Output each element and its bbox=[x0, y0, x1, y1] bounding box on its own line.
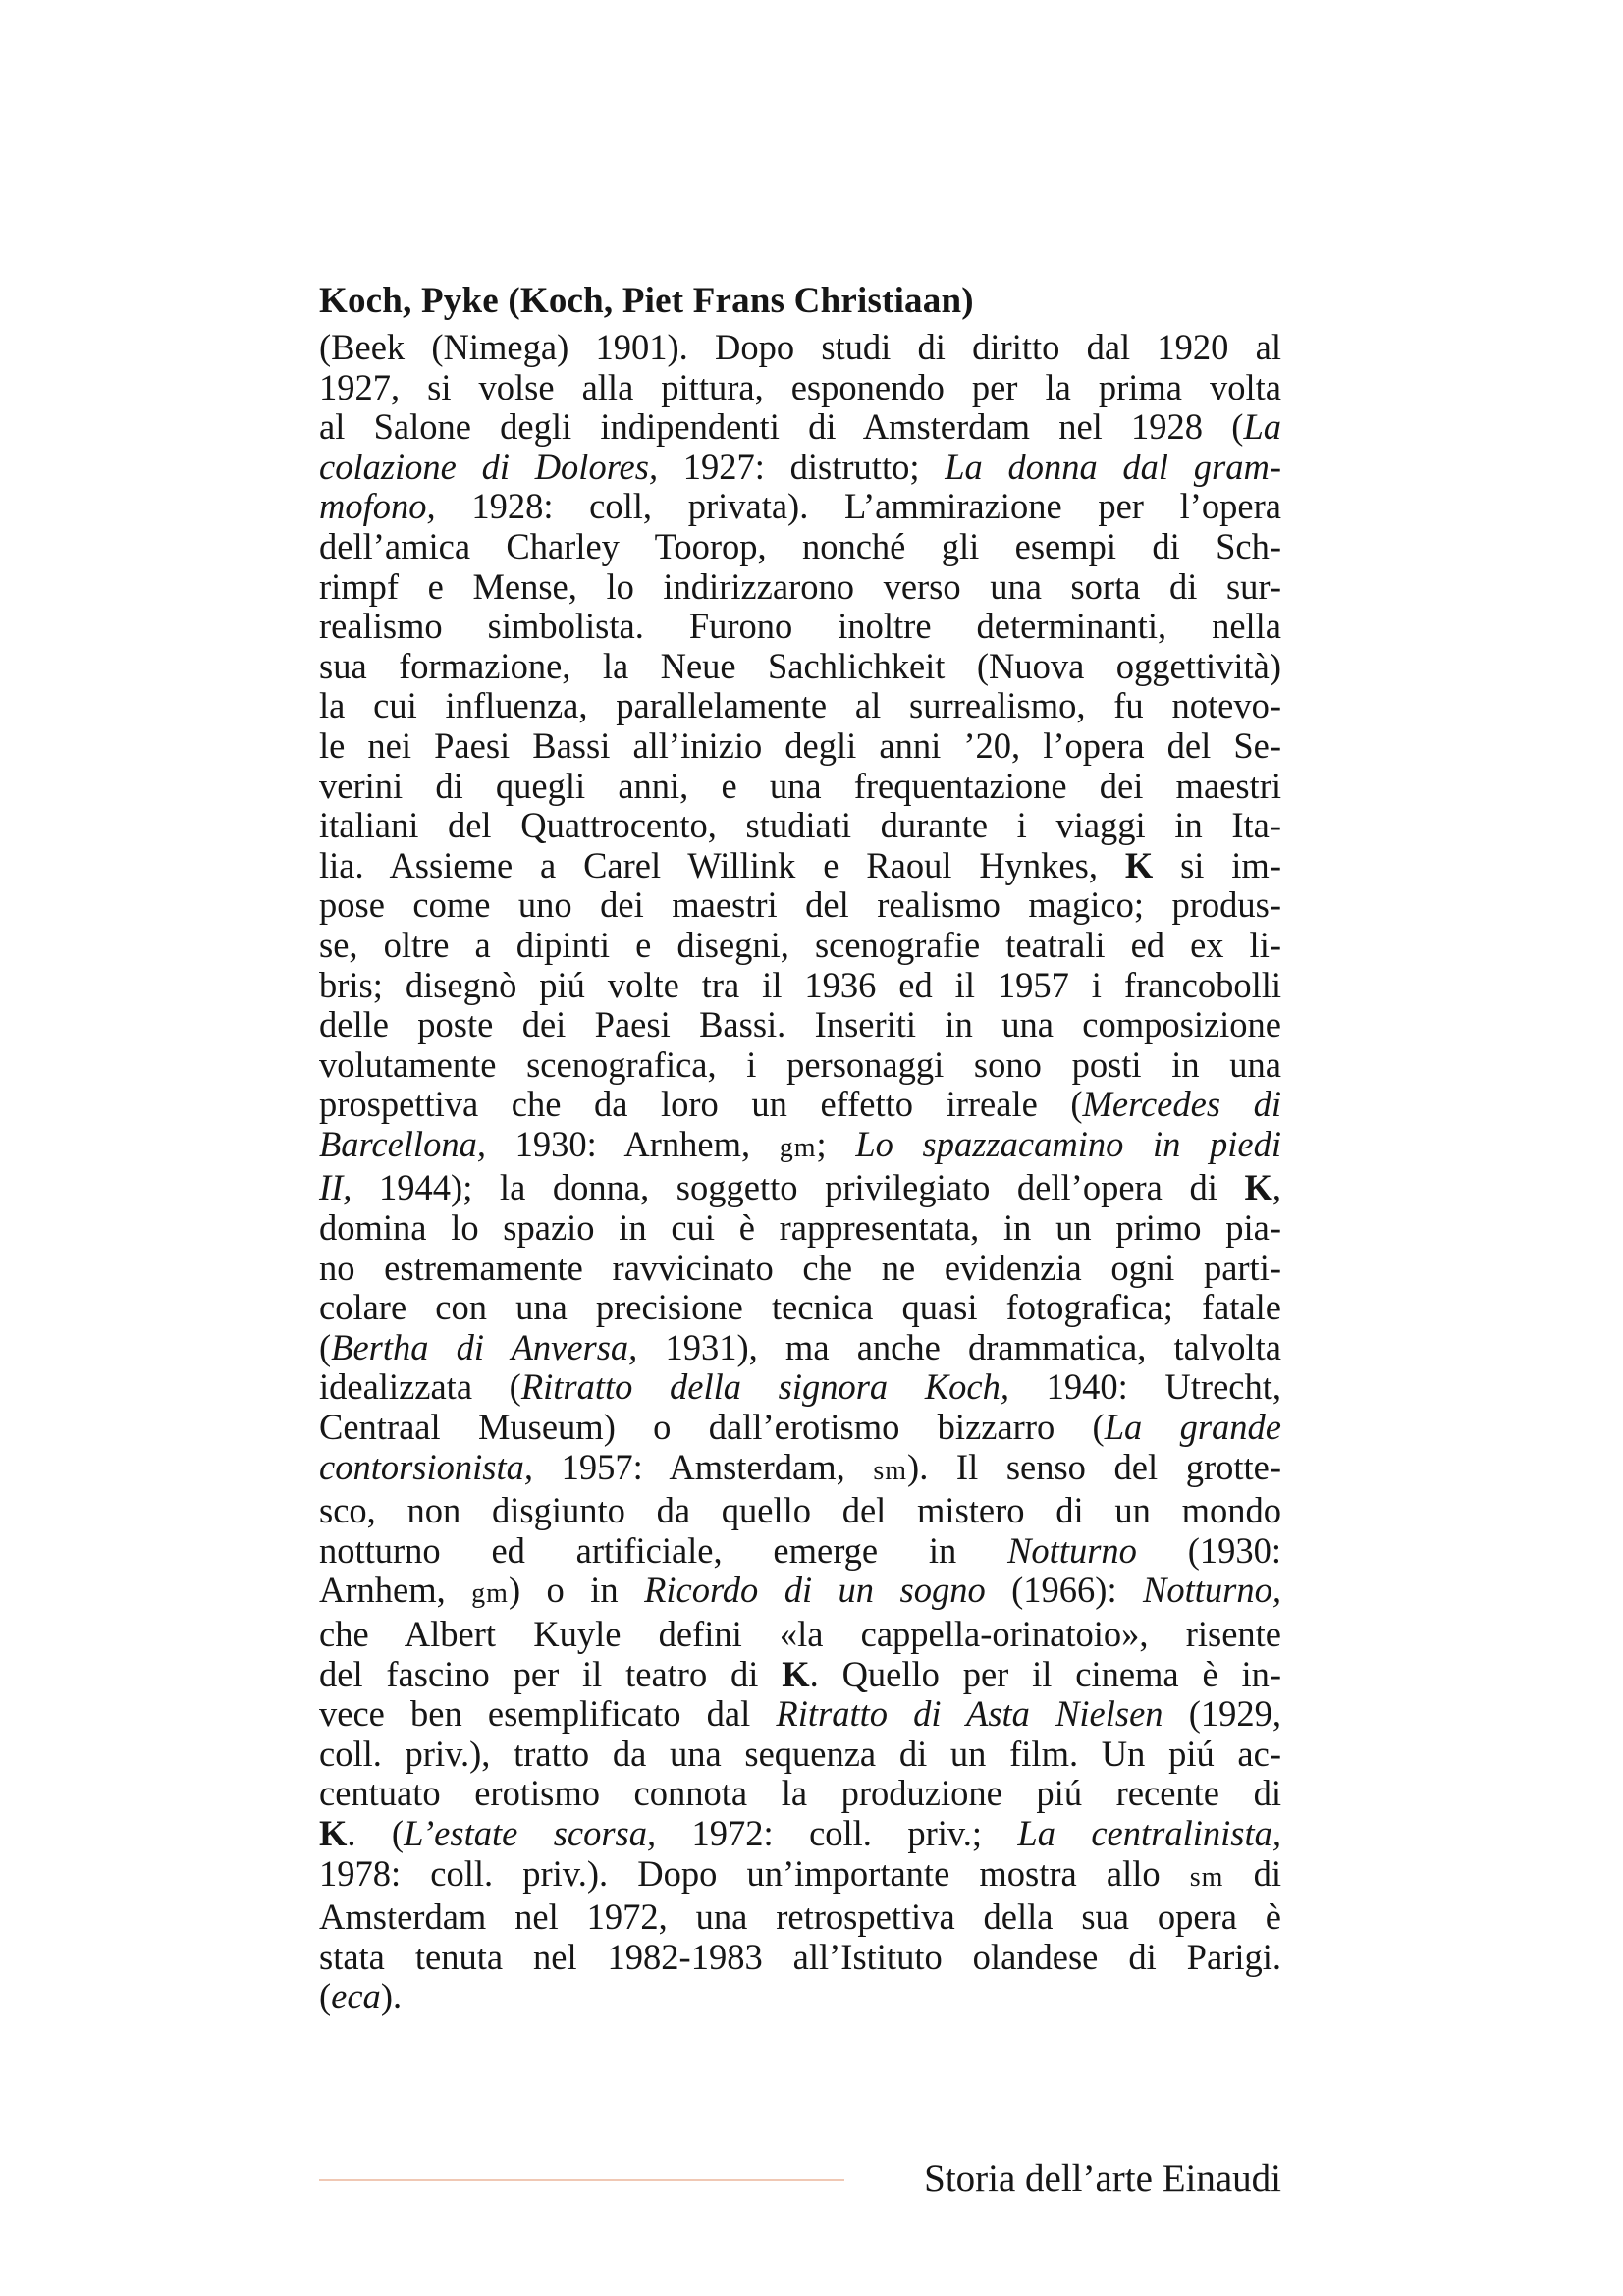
text-run: 1957: Amsterdam, bbox=[533, 1446, 874, 1487]
text-run: (1966): bbox=[985, 1570, 1144, 1611]
entry-title: Koch, Pyke (Koch, Piet Frans Christiaan) bbox=[319, 281, 974, 321]
text-run: si im- bbox=[1153, 844, 1281, 885]
text-run: 1927, si volse alla pittura, esponendo per la prima volta bbox=[319, 366, 1281, 407]
text-run: (1930: bbox=[1136, 1529, 1281, 1571]
body-line bbox=[319, 1367, 1281, 1408]
body-line bbox=[319, 1694, 1281, 1735]
body-line bbox=[319, 368, 1281, 408]
body-line bbox=[319, 487, 1281, 527]
text-run: ; bbox=[816, 1123, 856, 1164]
body-line bbox=[319, 1854, 1281, 1898]
body-line bbox=[319, 1288, 1281, 1328]
italic-text: La donna dal gram- bbox=[945, 446, 1281, 487]
body-line bbox=[319, 1735, 1281, 1775]
text-run: coll. priv.), tratto da una sequenza di un film. Un piú ac- bbox=[319, 1733, 1281, 1774]
body-line bbox=[319, 806, 1281, 846]
text-run: 1978: coll. priv.). Dopo un’importante mostra allo bbox=[319, 1852, 1190, 1894]
text-run: sua formazione, la Neue Sachlichkeit (Nuova oggettività) bbox=[319, 645, 1281, 686]
body-line bbox=[319, 1938, 1281, 1978]
italic-text: Ricordo di un sogno bbox=[644, 1570, 986, 1611]
small-caps-text: gm bbox=[779, 1132, 817, 1163]
body-line bbox=[319, 407, 1281, 448]
text-run: bris; disegnò piú volte tra il 1936 ed il 1957 i francobolli bbox=[319, 964, 1281, 1005]
text-run: vece ben esemplificato dal bbox=[319, 1693, 777, 1735]
text-run: sco, non disgiunto da quello del mistero di un mondo bbox=[319, 1490, 1281, 1531]
text-run: al Salone degli indipendenti di Amsterdam nel 1928 ( bbox=[319, 406, 1244, 448]
italic-text: mofono, bbox=[319, 486, 436, 527]
italic-text: eca bbox=[331, 1976, 381, 2017]
body-line bbox=[319, 607, 1281, 647]
body-line bbox=[319, 1491, 1281, 1531]
text-run: (1929, bbox=[1163, 1693, 1282, 1735]
text-run: stata tenuta nel 1982-1983 all’Istituto olandese di Parigi. bbox=[319, 1936, 1281, 1977]
text-run: , bbox=[1271, 1167, 1281, 1208]
footer-publisher: Storia dell’arte Einaudi bbox=[924, 2158, 1281, 2200]
italic-text: La grande bbox=[1104, 1407, 1281, 1448]
small-caps-text: gm bbox=[471, 1578, 509, 1610]
body-line bbox=[319, 1328, 1281, 1368]
text-run: Amsterdam nel 1972, una retrospettiva della sua opera è bbox=[319, 1896, 1281, 1938]
footer-rule bbox=[319, 2179, 844, 2181]
text-run: 1972: coll. priv.; bbox=[656, 1812, 1018, 1853]
italic-text: Notturno, bbox=[1143, 1570, 1281, 1611]
body-line bbox=[319, 1408, 1281, 1448]
body-line bbox=[319, 1045, 1281, 1086]
italic-text: Mercedes di bbox=[1082, 1084, 1281, 1125]
body-line bbox=[319, 1005, 1281, 1045]
body-line bbox=[319, 328, 1281, 368]
body-line bbox=[319, 686, 1281, 726]
text-run: se, oltre a dipinti e disegni, scenografie teatrali ed ex li- bbox=[319, 924, 1281, 965]
text-run: di bbox=[1223, 1852, 1281, 1894]
text-run: ). bbox=[380, 1976, 403, 2017]
encyclopedia-entry bbox=[319, 277, 1281, 2017]
text-run: del fascino per il teatro di bbox=[319, 1653, 783, 1694]
small-caps-text: sm bbox=[873, 1455, 908, 1486]
body-line bbox=[319, 1977, 1281, 2017]
text-run: 1928: coll, privata). L’ammirazione per l’opera bbox=[435, 486, 1281, 527]
text-run: ) o in bbox=[508, 1570, 645, 1611]
body-line bbox=[319, 966, 1281, 1006]
italic-text: colazione di Dolores, bbox=[319, 446, 659, 487]
body-line bbox=[319, 1208, 1281, 1249]
text-run: dell’amica Charley Toorop, nonché gli esempi di Sch- bbox=[319, 525, 1281, 566]
text-run: centuato erotismo connota la produzione piú recente di bbox=[319, 1773, 1281, 1814]
text-run: lia. Assieme a Carel Willink e Raoul Hynkes, bbox=[319, 844, 1125, 885]
body-line bbox=[319, 726, 1281, 767]
text-run: no estremamente ravvicinato che ne evidenzia ogni parti- bbox=[319, 1247, 1281, 1288]
text-run: realismo simbolista. Furono inoltre determinanti, nella bbox=[319, 606, 1281, 647]
text-run: 1927: distrutto; bbox=[658, 446, 946, 487]
body-line bbox=[319, 1249, 1281, 1289]
text-run: colare con una precisione tecnica quasi fotografica; fatale bbox=[319, 1287, 1281, 1328]
italic-text: La centralinista, bbox=[1017, 1812, 1281, 1853]
text-run: domina lo spazio in cui è rappresentata, in un primo pia- bbox=[319, 1207, 1281, 1249]
body-line bbox=[319, 846, 1281, 886]
text-run: delle poste dei Paesi Bassi. Inseriti in una composizione bbox=[319, 1004, 1281, 1045]
body-line bbox=[319, 1615, 1281, 1655]
text-run: volutamente scenografica, i personaggi sono posti in una bbox=[319, 1043, 1281, 1085]
body-line bbox=[319, 1774, 1281, 1814]
body-line bbox=[319, 1897, 1281, 1938]
body-line bbox=[319, 567, 1281, 608]
text-run: la cui influenza, parallelamente al surrealismo, fu notevo- bbox=[319, 685, 1281, 726]
body-line bbox=[319, 1655, 1281, 1695]
body-line bbox=[319, 647, 1281, 687]
body-line bbox=[319, 885, 1281, 926]
text-run: idealizzata ( bbox=[319, 1366, 521, 1408]
bold-text: K bbox=[1124, 844, 1154, 885]
text-run: pose come uno dei maestri del realismo magico; produs- bbox=[319, 884, 1281, 926]
entry-body bbox=[319, 328, 1281, 2017]
body-line bbox=[319, 767, 1281, 807]
body-line bbox=[319, 1531, 1281, 1572]
text-run: ). Il senso del grotte- bbox=[907, 1446, 1281, 1487]
text-run: ( bbox=[319, 1326, 332, 1367]
italic-text: Ritratto della signora Koch, bbox=[520, 1366, 1009, 1408]
body-line bbox=[319, 1168, 1281, 1208]
italic-text: II, bbox=[319, 1167, 352, 1208]
small-caps-text: sm bbox=[1189, 1861, 1224, 1893]
italic-text: Notturno bbox=[1007, 1529, 1137, 1571]
body-line bbox=[319, 527, 1281, 567]
body-line bbox=[319, 1814, 1281, 1854]
italic-text: La bbox=[1243, 406, 1281, 448]
body-line bbox=[319, 1085, 1281, 1125]
text-run: verini di quegli anni, e una frequentazione dei maestri bbox=[319, 765, 1281, 806]
text-run: . ( bbox=[347, 1812, 405, 1853]
text-run: . Quello per il cinema è in- bbox=[809, 1653, 1281, 1694]
italic-text: Barcellona, bbox=[319, 1123, 486, 1164]
italic-text: contorsionista, bbox=[319, 1446, 534, 1487]
text-run: italiani del Quattrocento, studiati durante i viaggi in Ita- bbox=[319, 805, 1281, 846]
italic-text: Lo spazzacamino in piedi bbox=[855, 1123, 1281, 1164]
text-run: 1940: Utrecht, bbox=[1009, 1366, 1281, 1408]
body-line bbox=[319, 448, 1281, 488]
body-line bbox=[319, 1448, 1281, 1492]
text-run: (Beek (Nimega) 1901). Dopo studi di diritto dal 1920 al bbox=[319, 327, 1281, 367]
bold-text: K bbox=[1244, 1167, 1272, 1208]
text-run: ( bbox=[319, 1976, 332, 2017]
text-run: che Albert Kuyle defini «la cappella-orinatoio», risente bbox=[319, 1614, 1281, 1654]
italic-text: Bertha di Anversa, bbox=[331, 1326, 638, 1367]
bold-text: K bbox=[782, 1653, 810, 1694]
text-run: prospettiva che da loro un effetto irreale ( bbox=[319, 1084, 1083, 1125]
bold-text: K bbox=[319, 1812, 348, 1853]
body-line bbox=[319, 1571, 1281, 1615]
text-run: le nei Paesi Bassi all’inizio degli anni ’20, l’opera del Se- bbox=[319, 724, 1281, 766]
text-run: 1944); la donna, soggetto privilegiato dell’opera di bbox=[352, 1167, 1245, 1208]
text-run: Arnhem, bbox=[319, 1570, 472, 1611]
italic-text: L’estate scorsa, bbox=[404, 1812, 657, 1853]
text-run: notturno ed artificiale, emerge in bbox=[319, 1529, 1008, 1571]
text-run: 1930: Arnhem, bbox=[485, 1123, 780, 1164]
italic-text: Ritratto di Asta Nielsen bbox=[776, 1693, 1163, 1735]
body-line bbox=[319, 1125, 1281, 1169]
text-run: 1931), ma anche drammatica, talvolta bbox=[637, 1326, 1281, 1367]
body-line bbox=[319, 926, 1281, 966]
text-run: rimpf e Mense, lo indirizzarono verso una sorta di sur- bbox=[319, 565, 1281, 607]
text-run: Centraal Museum) o dall’erotismo bizzarro ( bbox=[319, 1407, 1105, 1448]
